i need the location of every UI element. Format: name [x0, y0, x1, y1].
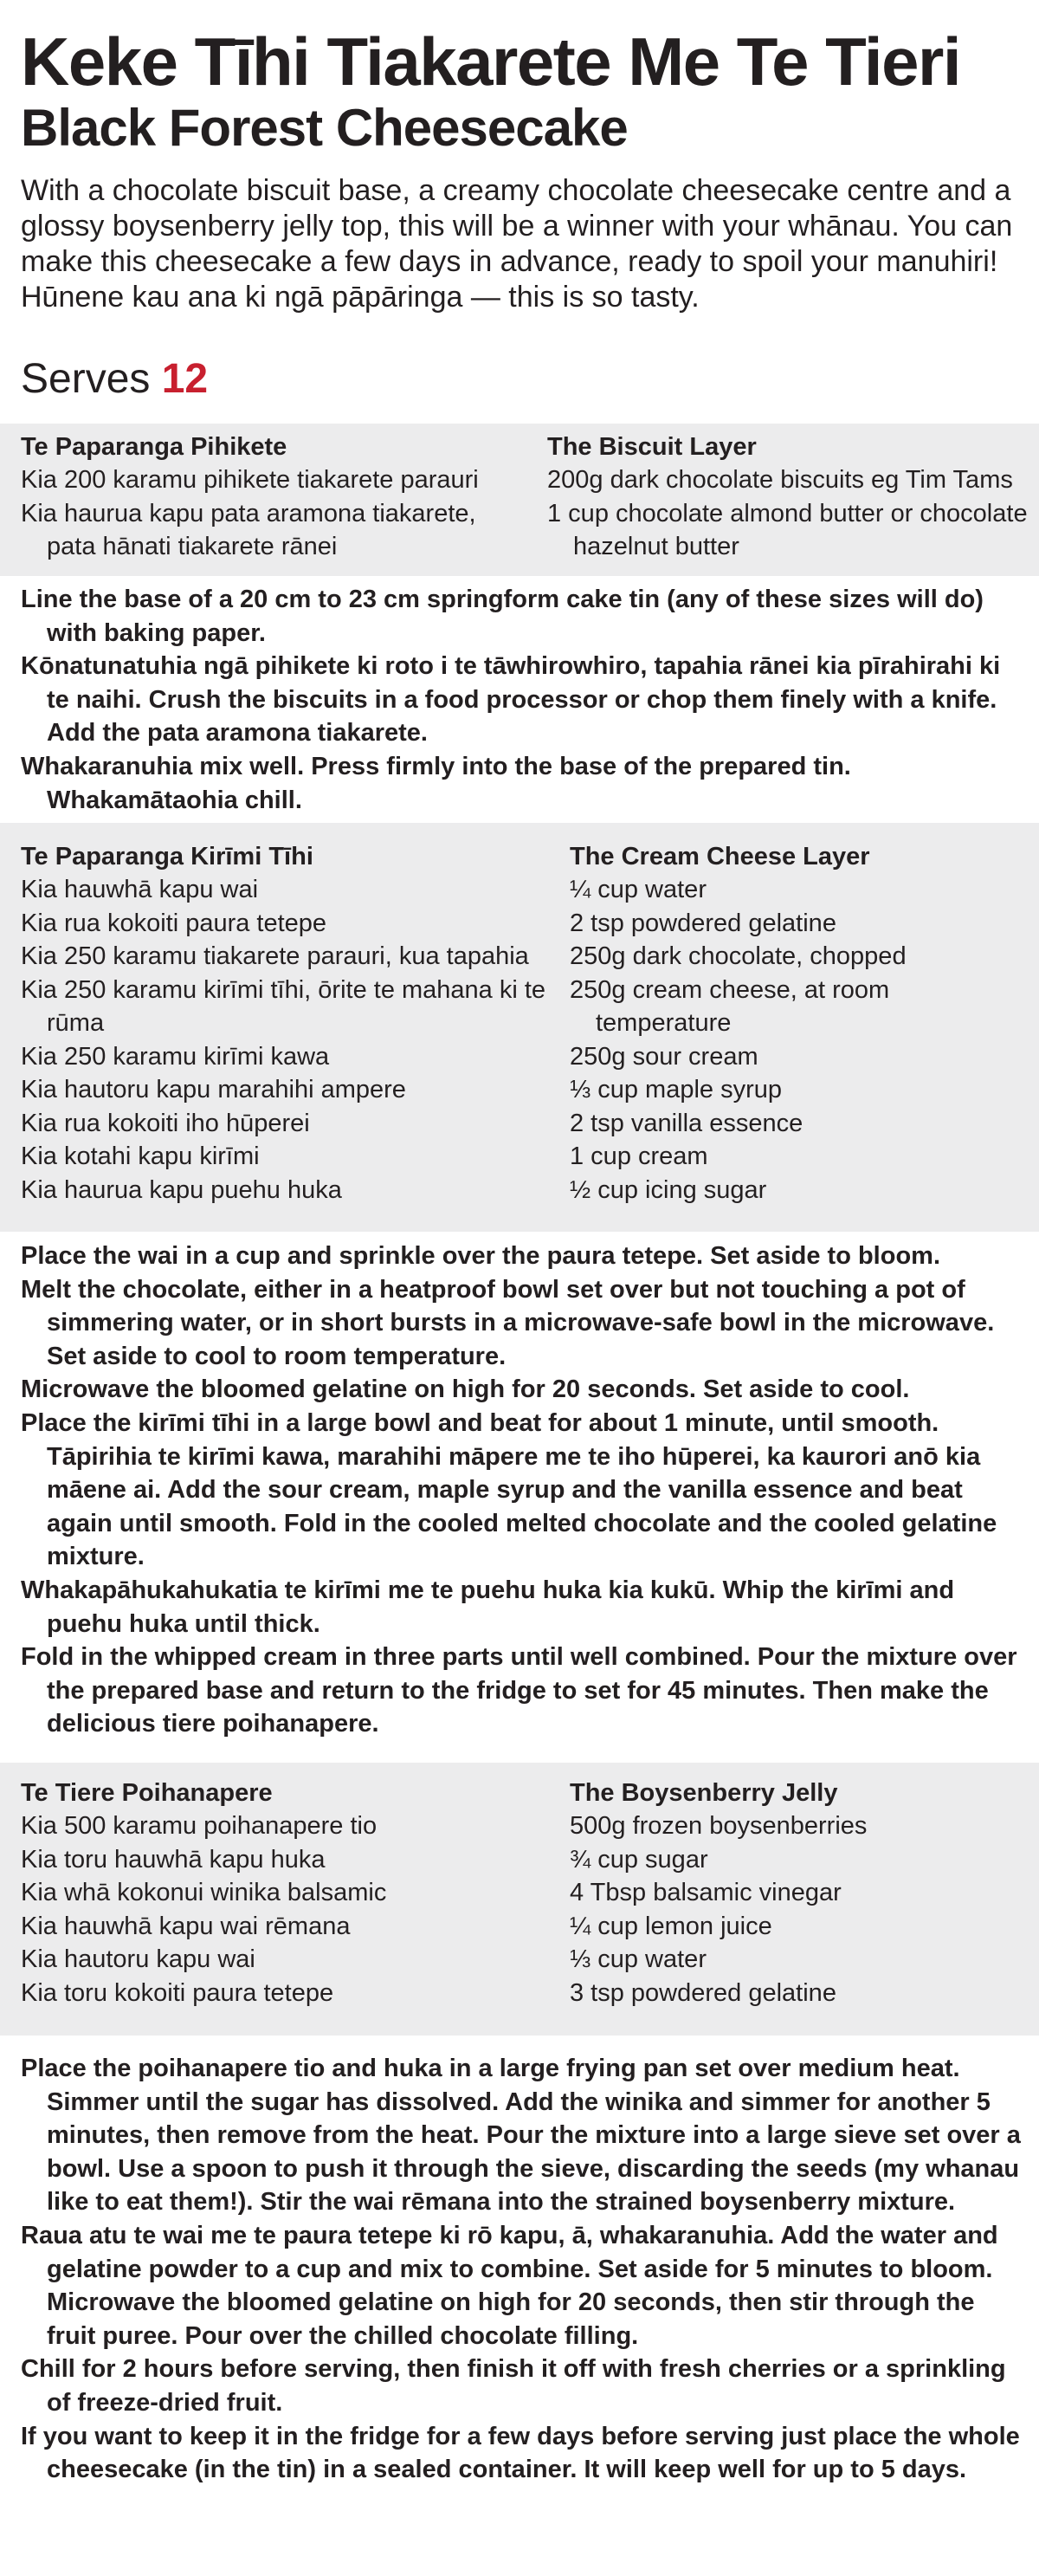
- ingredient-item: Kia toru hauwhā kapu huka: [21, 1845, 326, 1874]
- method-step: Raua atu te wai me te paura tetepe ki rō kapu, ā, whakaranuhia. Add the water and gelatine powder to a cup and mix to combine. Set aside for 5 minutes to bloom. Microwave the bloomed gelatine on high for 20 seconds, then stir through the fruit puree. Pour over the chilled chocolate filling.: [21, 2221, 998, 2350]
- recipe-title-english: Black Forest Cheesecake: [21, 99, 628, 157]
- ingredients-panel-jelly: [0, 1763, 1039, 2036]
- method-step: Chill for 2 hours before serving, then finish it off with fresh cherries or a sprinkling of freeze-dried fruit.: [21, 2355, 1006, 2417]
- ingredients-english-jelly: [570, 1777, 1029, 2010]
- section-heading-english: The Cream Cheese Layer: [570, 843, 870, 871]
- ingredient-item: Kia 250 karamu kirīmi tīhi, ōrite te mahana ki te rūma: [21, 975, 546, 1037]
- ingredient-item: Kia haurua kapu puehu huka: [21, 1175, 342, 1204]
- method-step: Microwave the bloomed gelatine on high for 20 seconds. Set aside to cool.: [21, 1375, 910, 1404]
- method-step: Line the base of a 20 cm to 23 cm springform cake tin (any of these sizes will do) with baking paper.: [21, 586, 984, 647]
- method-step: If you want to keep it in the fridge for a few days before serving just place the whole cheesecake (in the tin) in a sealed container. It will keep well for up to 5 days.: [21, 2422, 1020, 2484]
- ingredient-item: 250g cream cheese, at room temperature: [570, 975, 890, 1037]
- ingredient-item: Kia 200 karamu pihikete tiakarete parauri: [21, 466, 479, 494]
- method-step: Whakapāhukahukatia te kirīmi me te puehu huka kia kukū. Whip the kirīmi and puehu huka until thick.: [21, 1576, 955, 1638]
- ingredients-maori-jelly: [21, 1777, 549, 2010]
- method-step: Place the kirīmi tīhi in a large bowl and beat for about 1 minute, until smooth. Tāpirihia te kirīmi kawa, marahihi māpere me te iho hūperei, ka kaurori anō kia māene ai. Add the sour cream, maple syrup and the vanilla essence and beat again until smooth. Fold in the cooled melted chocolate and the cooled gelatine mixture.: [21, 1408, 997, 1571]
- ingredient-item: Kia hautoru kapu marahihi ampere: [21, 1076, 406, 1104]
- ingredient-item: 2 tsp vanilla essence: [570, 1109, 803, 1137]
- ingredient-item: Kia hautoru kapu wai: [21, 1945, 255, 1973]
- ingredient-item: 1 cup chocolate almond butter or chocolate hazelnut butter: [547, 499, 1028, 560]
- method-step: Melt the chocolate, either in a heatproof bowl set over but not touching a pot of simmering water, or in short bursts in a microwave-safe bowl in the microwave. Set aside to cool to room temperature.: [21, 1275, 995, 1370]
- ingredient-item: ¼ cup lemon juice: [570, 1912, 772, 1940]
- ingredient-item: 250g sour cream: [570, 1042, 758, 1071]
- ingredients-maori-cream-cheese: [21, 840, 549, 1207]
- section-heading-english: The Biscuit Layer: [547, 433, 757, 461]
- ingredient-item: 2 tsp powdered gelatine: [570, 909, 836, 937]
- ingredient-item: ⅓ cup water: [570, 1945, 707, 1973]
- ingredient-item: Kia kotahi kapu kirīmi: [21, 1142, 260, 1170]
- serves-label: Serves: [21, 356, 151, 402]
- ingredient-list-english: [570, 1809, 1029, 2010]
- method-cream-cheese: [21, 1239, 1025, 1741]
- ingredient-list-english: [570, 873, 1029, 1207]
- method-step: Fold in the whipped cream in three parts until well combined. Pour the mixture over the prepared base and return to the fridge to set for 45 minutes. Then make the delicious tiere poihanapere.: [21, 1643, 1017, 1738]
- ingredient-item: Kia hauwhā kapu wai rēmana: [21, 1912, 351, 1940]
- ingredient-item: ⅓ cup maple syrup: [570, 1076, 783, 1104]
- method-step: Place the wai in a cup and sprinkle over the paura tetepe. Set aside to bloom.: [21, 1242, 941, 1270]
- section-heading-maori: Te Tiere Poihanapere: [21, 1779, 273, 1807]
- ingredient-item: ¾ cup sugar: [570, 1845, 708, 1874]
- section-heading-english: The Boysenberry Jelly: [570, 1779, 838, 1807]
- ingredient-list-english: [547, 463, 1032, 564]
- ingredient-item: Kia 500 karamu poihanapere tio: [21, 1812, 378, 1840]
- serves-line: [21, 355, 208, 404]
- ingredient-item: 3 tsp powdered gelatine: [570, 1978, 836, 2007]
- ingredient-item: 500g frozen boysenberries: [570, 1812, 868, 1840]
- ingredient-item: Kia 250 karamu kirīmi kawa: [21, 1042, 330, 1071]
- ingredient-item: Kia rua kokoiti paura tetepe: [21, 909, 327, 937]
- ingredient-item: Kia rua kokoiti iho hūperei: [21, 1109, 310, 1137]
- recipe-intro: With a chocolate biscuit base, a creamy chocolate cheesecake centre and a glossy boysenberry jelly top, this will be a winner with your whānau. You can make this cheesecake a few days in advance, ready to spoil your manuhiri! Hūnene kau ana ki ngā pāpāringa — this is so tasty.: [21, 174, 1013, 314]
- method-step: Place the poihanapere tio and huka in a large frying pan set over medium heat. Simmer until the sugar has dissolved. Add the winika and simmer for another 5 minutes, then remove from the heat. Pour the mixture into a large sieve set over a bowl. Use a spoon to push it through the sieve, discarding the seeds (my whanau like to eat them!). Stir the wai rēmana into the strained boysenberry mixture.: [21, 2055, 1021, 2217]
- ingredient-item: Kia haurua kapu pata aramona tiakarete, pata hānati tiakarete rānei: [21, 499, 476, 560]
- ingredients-english-cream-cheese: [570, 840, 1029, 1207]
- recipe-title-maori: Keke Tīhi Tiakarete Me Te Tieri: [21, 23, 960, 100]
- method-step: Whakaranuhia mix well. Press firmly into the base of the prepared tin. Whakamātaohia chill.: [21, 752, 851, 814]
- ingredients-maori-biscuit: [21, 430, 523, 564]
- ingredient-list-maori: [21, 1809, 549, 2010]
- ingredients-english-biscuit: [547, 430, 1032, 564]
- ingredient-item: Kia 250 karamu tiakarete parauri, kua tapahia: [21, 942, 529, 970]
- method-step: Kōnatunatuhia ngā pihikete ki roto i te tāwhirowhiro, tapahia rānei kia pīrahirahi ki te naihi. Crush the biscuits in a food processor or chop them finely with a knife. Add the pata aramona tiakarete.: [21, 652, 1001, 748]
- ingredient-item: 200g dark chocolate biscuits eg Tim Tams: [547, 466, 1013, 494]
- ingredient-item: Kia whā kokonui winika balsamic: [21, 1879, 387, 1906]
- ingredient-item: Kia toru kokoiti paura tetepe: [21, 1978, 334, 2007]
- ingredient-item: ½ cup icing sugar: [570, 1175, 767, 1204]
- ingredient-item: ¼ cup water: [570, 876, 707, 903]
- ingredient-list-maori: [21, 463, 523, 564]
- ingredient-list-maori: [21, 873, 549, 1207]
- ingredients-panel-biscuit: [0, 424, 1039, 576]
- ingredients-panel-cream-cheese: [0, 823, 1039, 1232]
- section-heading-maori: Te Paparanga Kirīmi Tīhi: [21, 843, 313, 871]
- section-heading-maori: Te Paparanga Pihikete: [21, 433, 287, 461]
- method-jelly: [21, 2052, 1025, 2487]
- ingredient-item: 250g dark chocolate, chopped: [570, 942, 907, 970]
- method-biscuit: [21, 583, 1025, 817]
- ingredient-item: 1 cup cream: [570, 1142, 708, 1170]
- ingredient-item: 4 Tbsp balsamic vinegar: [570, 1879, 842, 1906]
- serves-count: 12: [161, 356, 209, 402]
- ingredient-item: Kia hauwhā kapu wai: [21, 876, 259, 903]
